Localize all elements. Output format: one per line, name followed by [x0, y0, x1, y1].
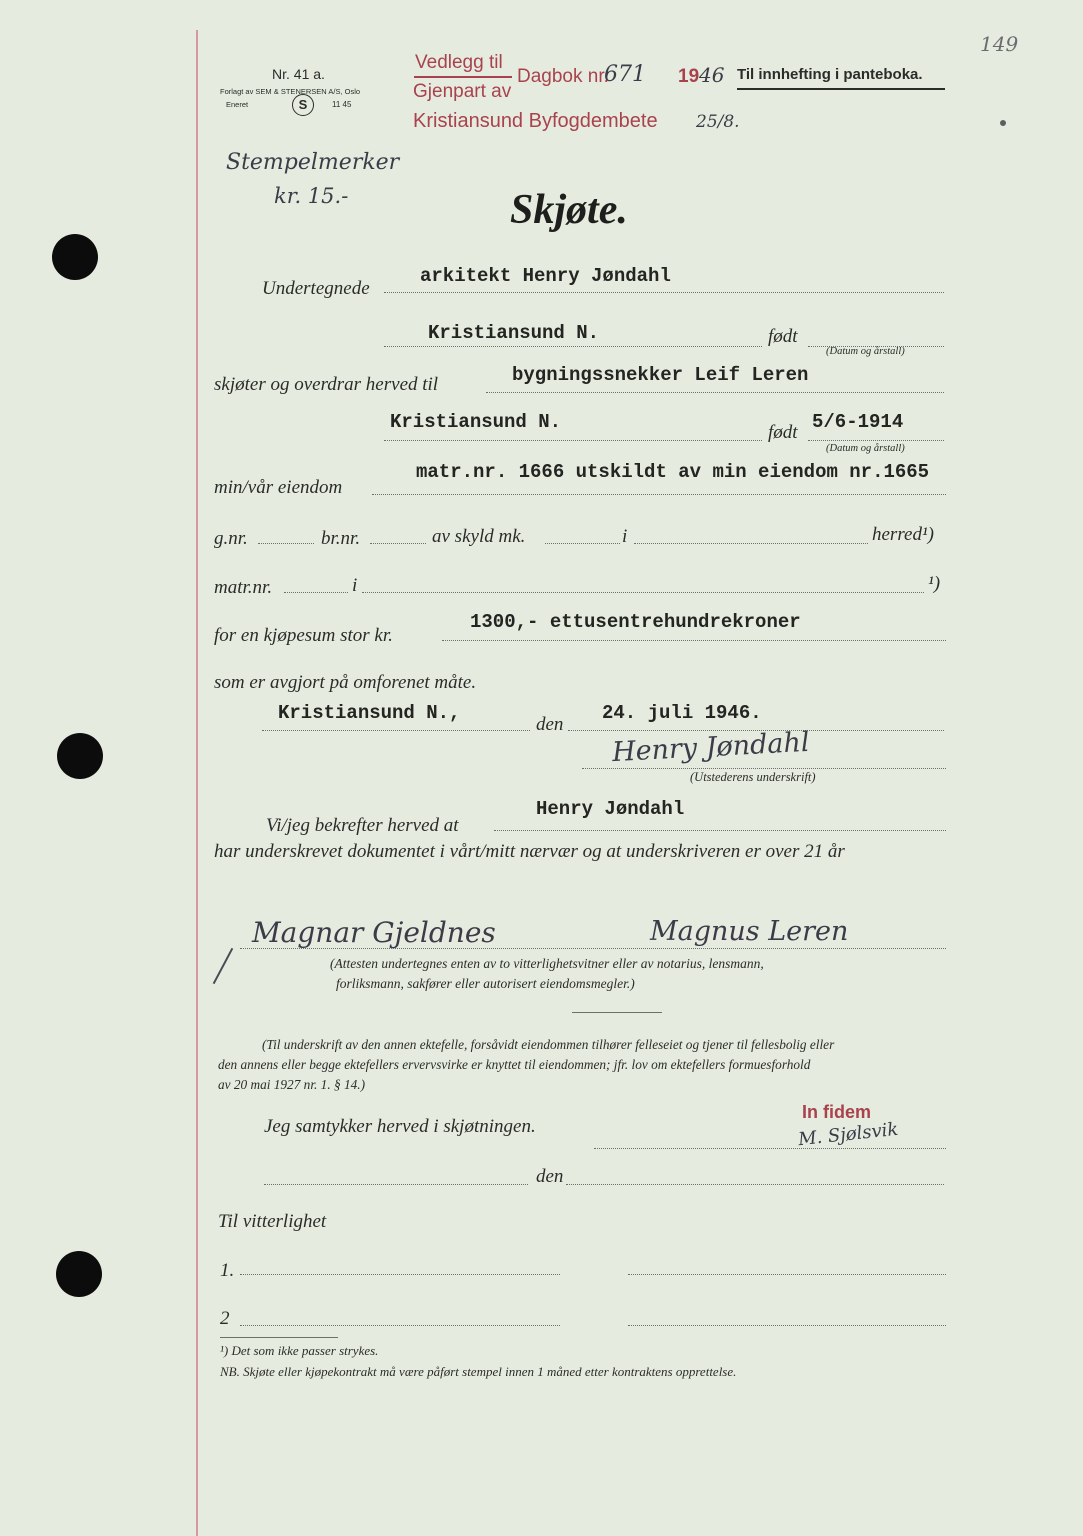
- title-right: Til innhefting i panteboka.: [737, 66, 923, 83]
- vitterlighet-line1a: [240, 1274, 560, 1275]
- publisher-date: 11 45: [332, 100, 352, 109]
- vitterlighet-line1b: [628, 1274, 946, 1275]
- vitterlighet-n1: 1.: [220, 1260, 235, 1281]
- eiendom-label: min/vår eiendom: [214, 477, 343, 498]
- samtykke-signature-line: [594, 1148, 946, 1149]
- buyer-place: Kristiansund N.: [390, 411, 562, 433]
- buyer-place-line: [384, 440, 762, 441]
- undertegnede-value: arkitekt Henry Jøndahl: [420, 265, 671, 287]
- stamp-dagbok-label: Dagbok nr.: [517, 66, 609, 87]
- bekrefter-value: Henry Jøndahl: [536, 798, 685, 820]
- attest-line1: (Attesten undertegnes enten av to vitterlighetsvitner eller av notarius, lensmann,: [330, 956, 764, 971]
- year-handwritten: 46: [699, 63, 725, 87]
- in-fidem-stamp: In fidem: [802, 1102, 872, 1122]
- punch-hole-middle: [57, 733, 103, 779]
- seller-place-line: [384, 346, 762, 347]
- spouse-date-line: [566, 1184, 944, 1185]
- utsteder-label: (Utstederens underskrift): [690, 770, 816, 784]
- publisher-eneret: Eneret: [226, 100, 249, 109]
- brnr-line: [370, 543, 426, 544]
- form-number: Nr. 41 a.: [272, 66, 325, 82]
- skyld-label: av skyld mk.: [432, 526, 526, 547]
- page-number: 149: [980, 32, 1019, 56]
- margin-note-line1: Stempelmerker: [226, 150, 400, 175]
- buyer-value: bygningssnekker Leif Leren: [512, 364, 809, 386]
- bekrefter-label: Vi/jeg bekrefter herved at: [266, 815, 459, 836]
- undertegnede-line: [384, 292, 944, 293]
- i-label-2: i: [352, 575, 358, 596]
- undertegnede-label: Undertegnede: [262, 278, 370, 299]
- punch-hole-bottom: [56, 1251, 102, 1297]
- gnr-line: [258, 543, 314, 544]
- fodt-label: født: [768, 326, 798, 347]
- buyer-birth-line: [808, 440, 944, 441]
- buyer-birth: 5/6-1914: [812, 411, 904, 433]
- skjoter-label: skjøter og overdrar herved til: [214, 374, 439, 395]
- brnr-label: br.nr.: [321, 528, 361, 549]
- stamp-date-handwritten: 25/8.: [696, 112, 740, 132]
- margin-note-line2: kr. 15.-: [274, 184, 349, 208]
- gnr-label: g.nr.: [214, 528, 248, 549]
- herred-line: [634, 543, 868, 544]
- publisher-line: Forlagt av SEM & STENERSEN A/S, Oslo: [220, 87, 360, 96]
- herred-label: herred¹): [872, 524, 934, 545]
- seller-signature: Henry Jøndahl: [611, 726, 811, 769]
- datum-hint-2: (Datum og årstall): [826, 443, 905, 454]
- in-fidem-signature: M. Sjølsvik: [797, 1118, 900, 1151]
- footnote-1: ¹) Det som ikke passer strykes.: [220, 1343, 379, 1358]
- kjopesum-value: 1300,- ettusentrehundrekroner: [470, 611, 801, 633]
- matrnr-line: [284, 592, 348, 593]
- title-right-underline: [737, 88, 945, 90]
- vitterlighet-n2: 2: [220, 1308, 230, 1329]
- buyer-line: [486, 392, 944, 393]
- spouse-den-label: den: [536, 1166, 564, 1187]
- ink-mark: [1000, 120, 1006, 126]
- spouse-place-line: [264, 1184, 528, 1185]
- stamp-gjenpart: Gjenpart av: [413, 81, 512, 102]
- document-title: Skjøte.: [510, 187, 628, 233]
- spouse-note-line3: av 20 mai 1927 nr. 1. § 14.): [218, 1077, 365, 1092]
- i-label: i: [622, 526, 628, 547]
- den-label: den: [536, 714, 564, 735]
- signature-line: [582, 768, 946, 769]
- attest-line2: forliksmann, sakfører eller autorisert eiendomsmegler.): [336, 976, 635, 991]
- datum-hint: (Datum og årstall): [826, 346, 905, 357]
- avgjort-label: som er avgjort på omforenet måte.: [214, 672, 477, 693]
- spouse-note-line2: den annens eller begge ektefellers ervervsvirke er knyttet til eiendommen; jfr. lov om ektefellers formuesforhold: [218, 1057, 811, 1072]
- underskrevet-text: har underskrevet dokumentet i vårt/mitt nærvær og at underskriveren er over 21 år: [214, 841, 845, 862]
- kjopesum-line: [442, 640, 946, 641]
- spouse-note-line1: (Til underskrift av den annen ektefelle, forsåvidt eiendommen tilhører felleseiet og tjener til fellesbolig eller: [262, 1037, 835, 1052]
- witness1-signature: Magnar Gjeldnes: [252, 916, 496, 949]
- footnote-2: NB. Skjøte eller kjøpekontrakt må være påført stempel innen 1 måned etter kontraktens opprettelse.: [220, 1364, 737, 1379]
- kjopesum-label: for en kjøpesum stor kr.: [214, 625, 393, 646]
- matrnr-rest-line: [362, 592, 924, 593]
- stamp-year-print: 19: [678, 66, 700, 87]
- vitterlighet-label: Til vitterlighet: [218, 1211, 327, 1232]
- bekrefter-line: [494, 830, 946, 831]
- fodt-label-2: født: [768, 422, 798, 443]
- date-place: Kristiansund N.,: [278, 702, 461, 724]
- vitterlighet-line2b: [628, 1325, 946, 1326]
- stamp-underline: [414, 76, 512, 78]
- dagbok-number: 671: [604, 62, 646, 87]
- samtykke-label: Jeg samtykker herved i skjøtningen.: [264, 1116, 536, 1137]
- seller-place: Kristiansund N.: [428, 322, 600, 344]
- eiendom-value: matr.nr. 1666 utskildt av min eiendom nr.1665: [416, 461, 930, 483]
- date-value: 24. juli 1946.: [602, 702, 762, 724]
- skyld-line: [545, 543, 620, 544]
- margin-rule: [196, 30, 198, 1536]
- eiendom-line: [372, 494, 946, 495]
- witness1-stroke: [213, 948, 234, 984]
- punch-hole-top: [52, 234, 98, 280]
- footnote-rule: [220, 1337, 338, 1338]
- stamp-vedlegg: Vedlegg til: [415, 52, 503, 73]
- vitterlighet-line2a: [240, 1325, 560, 1326]
- matrnr-label: matr.nr.: [214, 577, 273, 598]
- witness2-signature: Magnus Leren: [650, 916, 849, 947]
- date-place-line: [262, 730, 530, 731]
- separator-line: [572, 1012, 662, 1013]
- stamp-kristiansund: Kristiansund Byfogdembete: [413, 110, 658, 132]
- publisher-logo-icon: S: [292, 94, 314, 116]
- footref: ¹): [928, 573, 941, 594]
- witness-line: [240, 948, 946, 949]
